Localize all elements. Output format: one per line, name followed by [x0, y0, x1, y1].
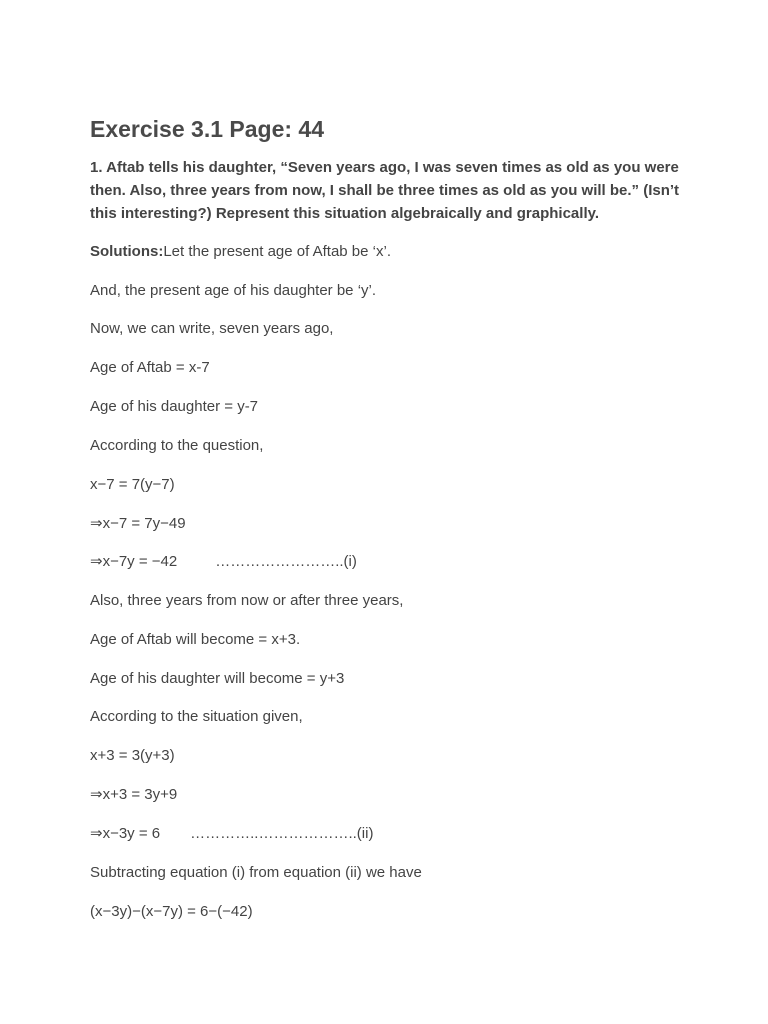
equation-ii: ⇒x−3y = 6: [90, 825, 161, 842]
solution-label: Solutions:: [90, 243, 164, 260]
solution-intro: [90, 242, 391, 262]
equation-i-line: [90, 552, 357, 572]
equation-ii-line: [90, 824, 373, 844]
solution-line-10: Age of Aftab will become = x+3.: [90, 631, 301, 648]
equation-line-14: ⇒x+3 = 3y+9: [90, 786, 178, 803]
equation-line-7: ⇒x−7 = 7y−49: [90, 515, 186, 532]
solution-first-line: Let the present age of Aftab be ‘x’.: [163, 243, 391, 260]
solution-line-5: According to the question,: [90, 437, 264, 454]
equation-line-6: x−7 = 7(y−7): [90, 476, 175, 493]
equation-i: ⇒x−7y = −42: [90, 553, 178, 570]
question-text: 1. Aftab tells his daughter, “Seven years ago, I was seven times as old as you were then. Also, three years from now, I shall be three times as old as you will be.” (Isn’t this interesting?) Represent this situation algebraically and graphically.: [90, 159, 680, 222]
equation-line-13: x+3 = 3(y+3): [90, 747, 175, 764]
solution-line-9: Also, three years from now or after three years,: [90, 592, 404, 609]
solution-line-3: Age of Aftab = x-7: [90, 359, 210, 376]
solution-line-12: According to the situation given,: [90, 708, 303, 725]
solution-line-1: And, the present age of his daughter be ‘y’.: [90, 282, 377, 299]
solution-line-2: Now, we can write, seven years ago,: [90, 320, 334, 337]
page-title: Exercise 3.1 Page: 44: [90, 116, 324, 142]
equation-line-17: (x−3y)−(x−7y) = 6−(−42): [90, 903, 253, 920]
solution-line-16: Subtracting equation (i) from equation (ii) we have: [90, 864, 422, 881]
solution-line-11: Age of his daughter will become = y+3: [90, 670, 345, 687]
equation-i-tag: ……………………..(i): [215, 553, 357, 570]
equation-ii-tag: …………..………………..(ii): [190, 825, 374, 842]
solution-line-4: Age of his daughter = y-7: [90, 398, 259, 415]
